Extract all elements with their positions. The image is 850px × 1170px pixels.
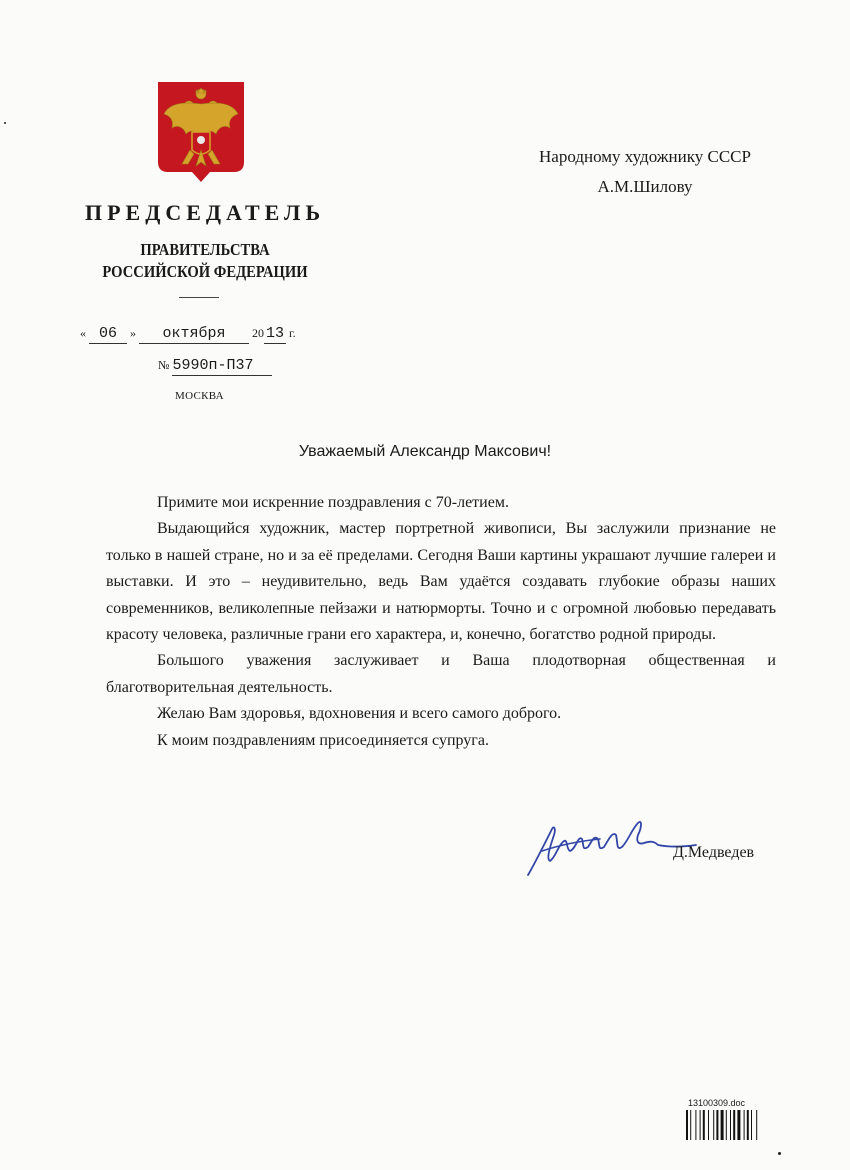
body-paragraph: Большого уважения заслуживает и Ваша плодотворная общественная и благотворительная деятельность. xyxy=(106,652,776,696)
header-line-federation: РОССИЙСКОЙ ФЕДЕРАЦИИ xyxy=(102,262,308,281)
registration-line xyxy=(158,358,272,376)
date-day: 06 xyxy=(89,327,127,344)
date-line xyxy=(80,326,296,344)
header-divider xyxy=(179,297,219,298)
scan-dot xyxy=(4,122,6,124)
date-quote-open: « xyxy=(80,326,86,340)
date-year-prefix: 20 xyxy=(252,326,264,340)
scan-dot xyxy=(778,1152,781,1155)
city-label: МОСКВА xyxy=(175,390,224,402)
salutation: Уважаемый Александр Максович! xyxy=(298,443,552,460)
header-line-government: ПРАВИТЕЛЬСТВА xyxy=(140,240,270,259)
body-paragraph: Желаю Вам здоровья, вдохновения и всего самого доброго. xyxy=(157,705,562,723)
body-paragraph: Выдающийся художник, мастер портретной живописи, Вы заслужили признание не только в нашей стране, но и за её пределами. Сегодня Ваши картины украшают лучшие галереи и выставки. И это – неудивительно, ведь Вам удаётся создавать глубокие образы наших современников, великолепные пейзажи и натюрморты. Точно и с огромной любовью передавать красоту человека, различные грани его характера, и, конечно, богатство родной природы. xyxy=(106,520,776,644)
registration-number: 5990п-П37 xyxy=(172,359,272,376)
addressee-title: Народному художнику СССР xyxy=(539,147,751,166)
date-month: октября xyxy=(139,327,249,344)
date-quote-close: » xyxy=(130,326,136,340)
signer-name: Д.Медведев xyxy=(673,844,755,861)
date-year-abbr: г. xyxy=(289,326,296,340)
body-paragraph: К моим поздравлениям присоединяется супруга. xyxy=(157,731,489,749)
handwritten-signature xyxy=(520,795,700,885)
header-title: ПРЕДСЕДАТЕЛЬ xyxy=(84,200,325,225)
addressee-block xyxy=(500,142,790,202)
coat-of-arms-of-russia-icon xyxy=(156,80,246,184)
document-reference: 13100309.doc xyxy=(688,1098,746,1108)
date-year-suffix: 13 xyxy=(265,325,284,342)
letter-body xyxy=(106,490,776,754)
registration-prefix: № xyxy=(158,358,170,372)
addressee-name: А.М.Шилову xyxy=(597,177,693,196)
barcode-icon xyxy=(686,1110,776,1140)
body-paragraph: Примите мои искренние поздравления с 70-летием. xyxy=(157,494,509,511)
